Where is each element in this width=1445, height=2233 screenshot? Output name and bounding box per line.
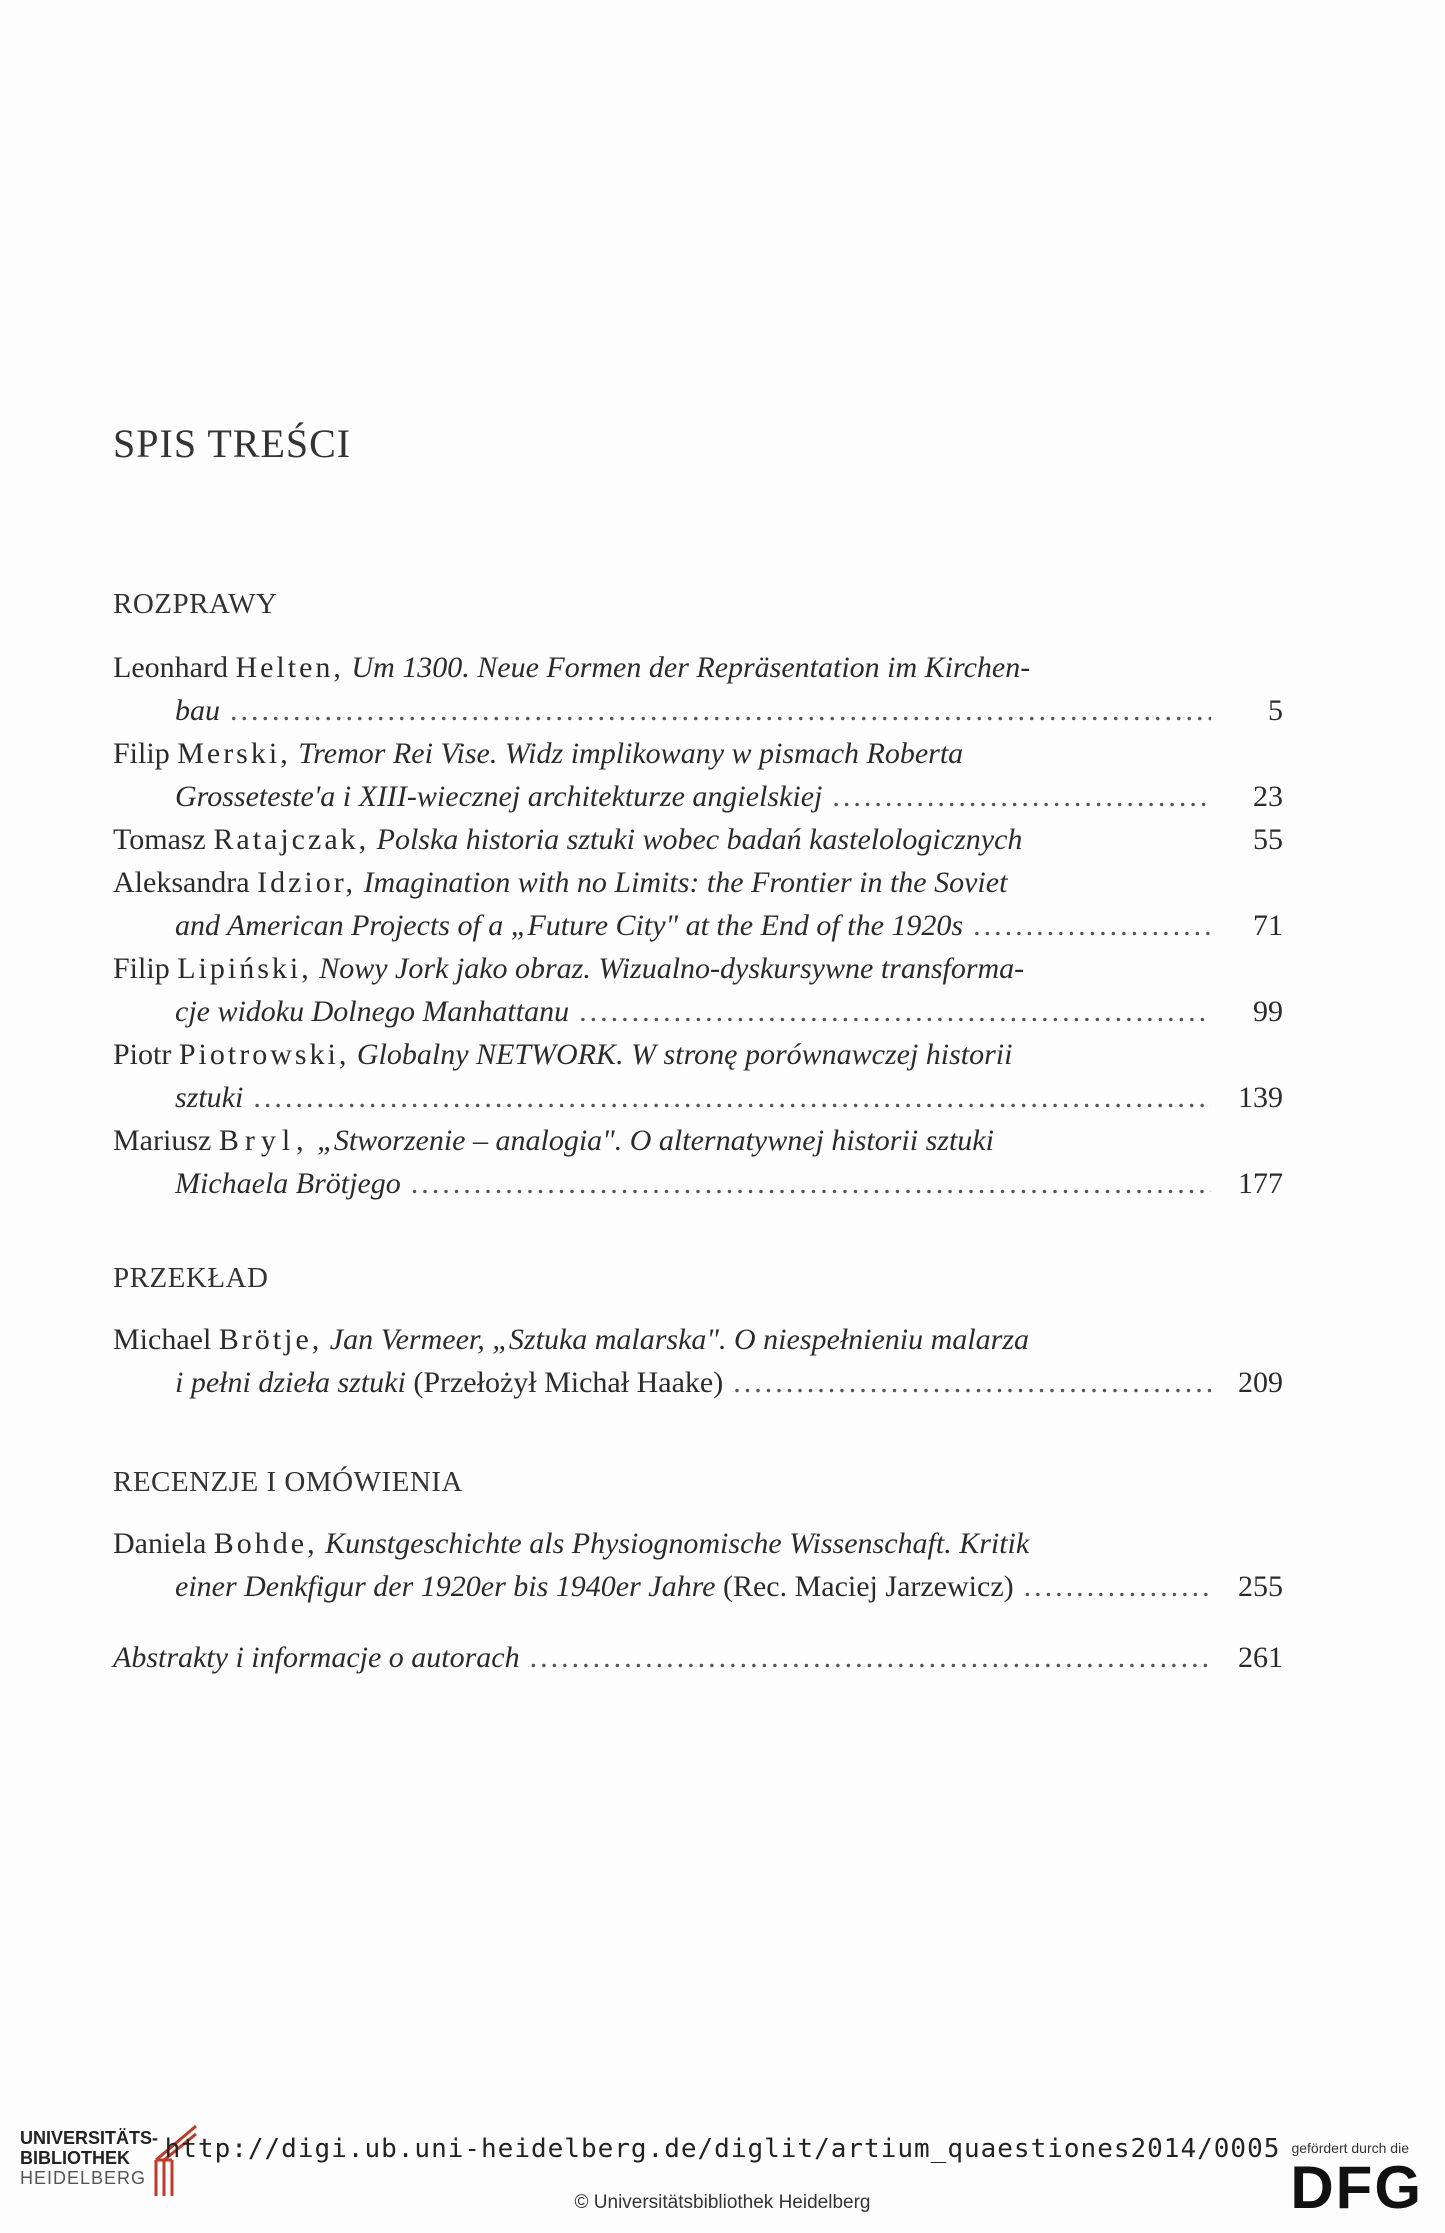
- entry-title: Tremor Rei Vise. Widz implikowany w pismach Roberta: [298, 737, 964, 770]
- entry-title-continued: and American Projects of a „Future City" at the End of the 1920s: [175, 909, 964, 942]
- author-first-name: Leonhard: [113, 651, 228, 684]
- entry-title: Jan Vermeer, „Sztuka malarska". O niespełnieniu malarza: [329, 1323, 1029, 1356]
- digitization-footer: [0, 2110, 1445, 2233]
- toc-entry[interactable]: [113, 1119, 1283, 1205]
- entry-title: Kunstgeschichte als Physiognomische Wissenschaft. Kritik: [325, 1527, 1030, 1560]
- page-number: 177: [1238, 1167, 1283, 1200]
- page-number: 139: [1238, 1081, 1283, 1114]
- entry-title: Nowy Jork jako obraz. Wizualno-dyskursywne transforma-: [319, 952, 1025, 985]
- leader-dots: [230, 689, 1211, 732]
- library-logo: UNIVERSITÄTS- BIBLIOTHEK HEIDELBERG: [20, 2128, 159, 2188]
- review-note: (Rec. Maciej Jarzewicz): [722, 1570, 1014, 1603]
- entry-title: Um 1300. Neue Formen der Repräsentation im Kirchen-: [351, 651, 1031, 684]
- entry-title-continued: bau: [175, 694, 220, 727]
- page-number: 209: [1238, 1366, 1283, 1399]
- entry-title: Polska historia sztuki wobec badań kastelologicznych: [376, 823, 1023, 856]
- leader-dots: [579, 990, 1211, 1033]
- toc-entry[interactable]: [113, 861, 1283, 947]
- entry-title-continued: Grosseteste'a i XIII-wiecznej architekturze angielskiej: [175, 780, 823, 813]
- leader-dots: [973, 904, 1211, 947]
- page-title: SPIS TREŚCI: [113, 421, 352, 466]
- funding-caption: gefördert durch die: [1291, 2140, 1409, 2156]
- page-number: 255: [1238, 1570, 1283, 1603]
- section-heading-przeklad: PRZEKŁAD: [113, 1262, 269, 1294]
- page-number: 55: [1253, 823, 1283, 856]
- author-last-name: Merski,: [177, 737, 291, 770]
- toc-entry[interactable]: [113, 947, 1283, 1033]
- entry-title-continued: sztuki: [175, 1081, 244, 1114]
- toc-entry[interactable]: [113, 1522, 1283, 1608]
- toc-entry[interactable]: [113, 818, 1283, 861]
- section-heading-recenzje: RECENZJE I OMÓWIENIA: [113, 1466, 463, 1498]
- author-last-name: Piotrowski,: [178, 1038, 350, 1071]
- toc-entry[interactable]: [113, 1318, 1283, 1404]
- author-first-name: Mariusz: [113, 1124, 212, 1157]
- toc-entry[interactable]: [113, 646, 1283, 732]
- entry-title-continued: Michaela Brötjego: [175, 1167, 401, 1200]
- author-last-name: Idzior,: [257, 866, 357, 899]
- leader-dots: [832, 775, 1211, 818]
- author-last-name: Ratajczak,: [213, 823, 370, 856]
- author-first-name: Tomasz: [113, 823, 206, 856]
- author-first-name: Aleksandra: [113, 866, 250, 899]
- entry-title: „Stworzenie – analogia". O alternatywnej historii sztuki: [317, 1124, 994, 1157]
- entry-title: Globalny NETWORK. W stronę porównawczej historii: [356, 1038, 1013, 1071]
- entry-title-continued: cje widoku Dolnego Manhattanu: [175, 995, 570, 1028]
- author-first-name: Michael: [113, 1323, 212, 1356]
- page-number: 23: [1253, 780, 1283, 813]
- copyright-notice: © Universitätsbibliothek Heidelberg: [574, 2192, 871, 2213]
- entry-title: Abstrakty i informacje o autorach: [113, 1641, 520, 1674]
- toc-entry-abstracts[interactable]: [113, 1636, 1283, 1679]
- toc-entry[interactable]: [113, 732, 1283, 818]
- source-url-link[interactable]: http://digi.ub.uni-heidelberg.de/diglit/artium_quaestiones2014/0005: [164, 2134, 1281, 2164]
- author-first-name: Filip: [113, 737, 170, 770]
- dfg-logo: DFG: [1290, 2154, 1423, 2221]
- leader-dots: [1024, 1565, 1211, 1608]
- entry-title: Imagination with no Limits: the Frontier in the Soviet: [363, 866, 1008, 899]
- author-last-name: Lipiński,: [177, 952, 312, 985]
- author-first-name: Filip: [113, 952, 170, 985]
- page-number: 71: [1253, 909, 1283, 942]
- section-heading-rozprawy: ROZPRAWY: [113, 588, 278, 620]
- page-number: 5: [1268, 694, 1283, 727]
- leader-dots: [411, 1162, 1211, 1205]
- page-number: 261: [1238, 1641, 1283, 1674]
- translator-note: (Przełożył Michał Haake): [413, 1366, 724, 1399]
- author-first-name: Piotr: [113, 1038, 172, 1071]
- author-last-name: Brötje,: [218, 1323, 323, 1356]
- toc-entry[interactable]: [113, 1033, 1283, 1119]
- author-last-name: Bryl,: [218, 1124, 310, 1157]
- author-last-name: Bohde,: [213, 1527, 318, 1560]
- leader-dots: [253, 1076, 1211, 1119]
- leader-dots: [733, 1361, 1211, 1404]
- leader-dots: [530, 1636, 1211, 1679]
- author-last-name: Helten,: [235, 651, 344, 684]
- author-first-name: Daniela: [113, 1527, 207, 1560]
- entry-title-continued: i pełni dzieła sztuki: [175, 1366, 406, 1399]
- entry-title-continued: einer Denkfigur der 1920er bis 1940er Jahre: [175, 1570, 716, 1603]
- page-number: 99: [1253, 995, 1283, 1028]
